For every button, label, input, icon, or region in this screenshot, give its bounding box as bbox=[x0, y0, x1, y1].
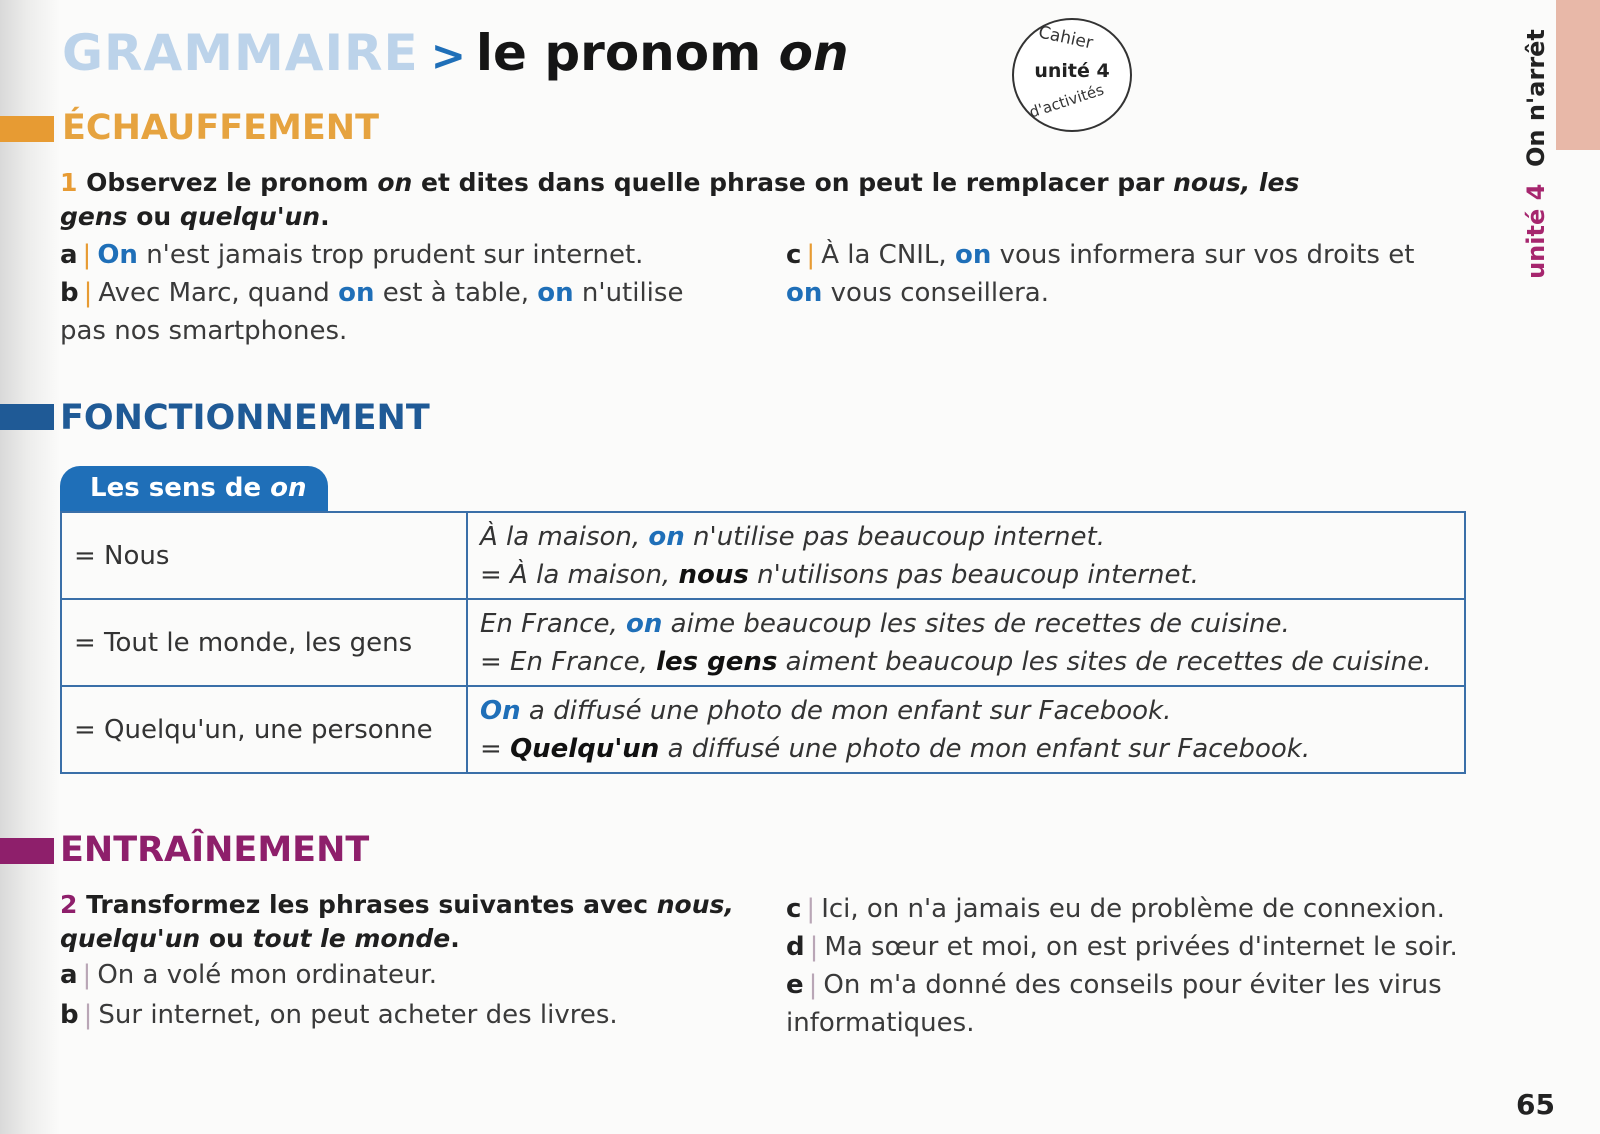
meaning-cell: = Nous bbox=[61, 512, 467, 599]
table-row bbox=[61, 686, 1465, 773]
replacement-highlight: Quelqu'un bbox=[510, 733, 660, 764]
item-letter: c bbox=[786, 894, 802, 924]
side-color-strip bbox=[1556, 0, 1600, 150]
title-category: GRAMMAIRE bbox=[62, 24, 419, 82]
item-letter: b bbox=[60, 278, 79, 308]
exercise2-text-2: ou bbox=[200, 924, 253, 953]
item-text: Avec Marc, quand bbox=[98, 278, 339, 308]
title-arrow-icon: > bbox=[430, 31, 466, 80]
section-heading-warmup: ÉCHAUFFEMENT bbox=[62, 108, 379, 148]
exercise1-item-c-continued bbox=[786, 274, 1049, 312]
table-row bbox=[61, 512, 1465, 599]
stamp-top-text: Cahier bbox=[1036, 22, 1095, 54]
side-unit-number: unité 4 bbox=[1522, 183, 1550, 279]
table-tab-label bbox=[60, 466, 328, 512]
item-text: Sur internet, on peut acheter des livres. bbox=[98, 1000, 618, 1030]
item-letter: b bbox=[60, 1000, 79, 1030]
title-main: le pronom bbox=[475, 24, 779, 82]
side-unit-tab bbox=[1518, 4, 1554, 304]
item-text: On m'a donné des conseils pour éviter les virus bbox=[823, 970, 1442, 1000]
exercise2-item-a: a | On a volé mon ordinateur. bbox=[60, 960, 437, 990]
on-highlight: on bbox=[626, 608, 663, 639]
exercise2-item-d: d | Ma sœur et moi, on est privées d'internet le soir. bbox=[786, 932, 1458, 962]
tab-label-em: on bbox=[270, 473, 307, 503]
title-main-emphasis: on bbox=[778, 24, 849, 82]
example-cell: On a diffusé une photo de mon enfant sur Facebook. = Quelqu'un a diffusé une photo de mon enfant sur Facebook. bbox=[467, 686, 1465, 773]
exercise2-text-3: . bbox=[450, 924, 460, 953]
item-text: vous informera sur vos droits et bbox=[991, 240, 1415, 270]
exercise1-em-1: on bbox=[377, 168, 413, 197]
item-text: À la CNIL, bbox=[821, 240, 955, 270]
meaning-cell: = Quelqu'un, une personne bbox=[61, 686, 467, 773]
exercise2-item-e-continued: informatiques. bbox=[786, 1008, 975, 1038]
exercise1-instruction bbox=[60, 166, 1360, 234]
on-highlight: on bbox=[786, 278, 823, 308]
meaning-cell: = Tout le monde, les gens bbox=[61, 599, 467, 686]
exercise2-instruction bbox=[60, 888, 740, 956]
section-heading-practice: ENTRAÎNEMENT bbox=[60, 830, 370, 870]
exercise2-em-1: nous, bbox=[656, 890, 734, 919]
exercise1-number: 1 bbox=[60, 168, 78, 197]
item-letter: e bbox=[786, 970, 804, 1000]
page-number: 65 bbox=[1516, 1088, 1555, 1121]
item-text: n'est jamais trop prudent sur internet. bbox=[137, 240, 644, 270]
page-gutter-shadow bbox=[0, 0, 60, 1134]
workbook-stamp bbox=[1012, 18, 1132, 132]
exercise2-item-e: e | On m'a donné des conseils pour éviter les virus bbox=[786, 970, 1442, 1000]
item-letter: d bbox=[786, 932, 805, 962]
exercise1-item-a: a | On n'est jamais trop prudent sur internet. bbox=[60, 240, 644, 270]
example-cell: En France, on aime beaucoup les sites de recettes de cuisine. = En France, les gens aiment beaucoup les sites de recettes de cuisine. bbox=[467, 599, 1465, 686]
on-highlight: on bbox=[648, 521, 685, 552]
item-text: Ma sœur et moi, on est privées d'internet le soir. bbox=[824, 932, 1458, 962]
on-highlight: On bbox=[480, 695, 521, 726]
side-unit-title: On n'arrêt bbox=[1522, 29, 1550, 167]
exercise2-item-b: b | Sur internet, on peut acheter des livres. bbox=[60, 1000, 618, 1030]
page-title bbox=[62, 20, 849, 89]
item-letter: c bbox=[786, 240, 802, 270]
example-cell: À la maison, on n'utilise pas beaucoup internet. = À la maison, nous n'utilisons pas beaucoup internet. bbox=[467, 512, 1465, 599]
on-highlight: On bbox=[97, 240, 138, 270]
exercise1-item-b: b | Avec Marc, quand on est à table, on n'utilise bbox=[60, 278, 684, 308]
replacement-highlight: nous bbox=[678, 559, 749, 590]
exercise2-em-3: tout le monde bbox=[252, 924, 451, 953]
item-text: n'utilise bbox=[573, 278, 684, 308]
on-highlight: on bbox=[954, 240, 992, 270]
replacement-highlight: les gens bbox=[656, 646, 778, 677]
item-letter: a bbox=[60, 240, 78, 270]
stamp-bottom-text: d'activités bbox=[1027, 80, 1107, 122]
item-text: On a volé mon ordinateur. bbox=[97, 960, 437, 990]
exercise1-em-3: quelqu'un bbox=[179, 202, 321, 231]
on-highlight: on bbox=[338, 278, 375, 308]
exercise1-text-2: et dites dans quelle phrase on peut le remplacer par bbox=[412, 168, 1174, 197]
on-highlight: on bbox=[537, 278, 574, 308]
exercise2-em-2: quelqu'un bbox=[60, 924, 201, 953]
exercise2-number: 2 bbox=[60, 890, 78, 919]
exercise2-item-c: c | Ici, on n'a jamais eu de problème de connexion. bbox=[786, 894, 1445, 924]
exercise1-text-1: Observez le pronom bbox=[86, 168, 378, 197]
item-text: vous conseillera. bbox=[822, 278, 1049, 308]
section-marker-practice bbox=[0, 838, 54, 864]
exercise1-text-3: ou bbox=[127, 202, 180, 231]
exercise1-item-c: c | À la CNIL, on vous informera sur vos droits et bbox=[786, 240, 1415, 270]
tab-label-text: Les sens de bbox=[90, 473, 271, 503]
stamp-unit-text: unité 4 bbox=[1034, 60, 1110, 82]
item-letter: a bbox=[60, 960, 78, 990]
exercise1-item-b-continued: pas nos smartphones. bbox=[60, 316, 348, 346]
item-text: Ici, on n'a jamais eu de problème de connexion. bbox=[821, 894, 1445, 924]
table-row bbox=[61, 599, 1465, 686]
exercise2-text-1: Transformez les phrases suivantes avec bbox=[86, 890, 657, 919]
section-heading-function: FONCTIONNEMENT bbox=[60, 398, 430, 438]
item-text: est à table, bbox=[374, 278, 538, 308]
exercise1-em-2: nous, les gens bbox=[60, 168, 1300, 231]
section-marker-function bbox=[0, 404, 54, 430]
exercise1-text-4: . bbox=[320, 202, 330, 231]
section-marker-warmup bbox=[0, 116, 54, 142]
meanings-table bbox=[60, 511, 1466, 774]
